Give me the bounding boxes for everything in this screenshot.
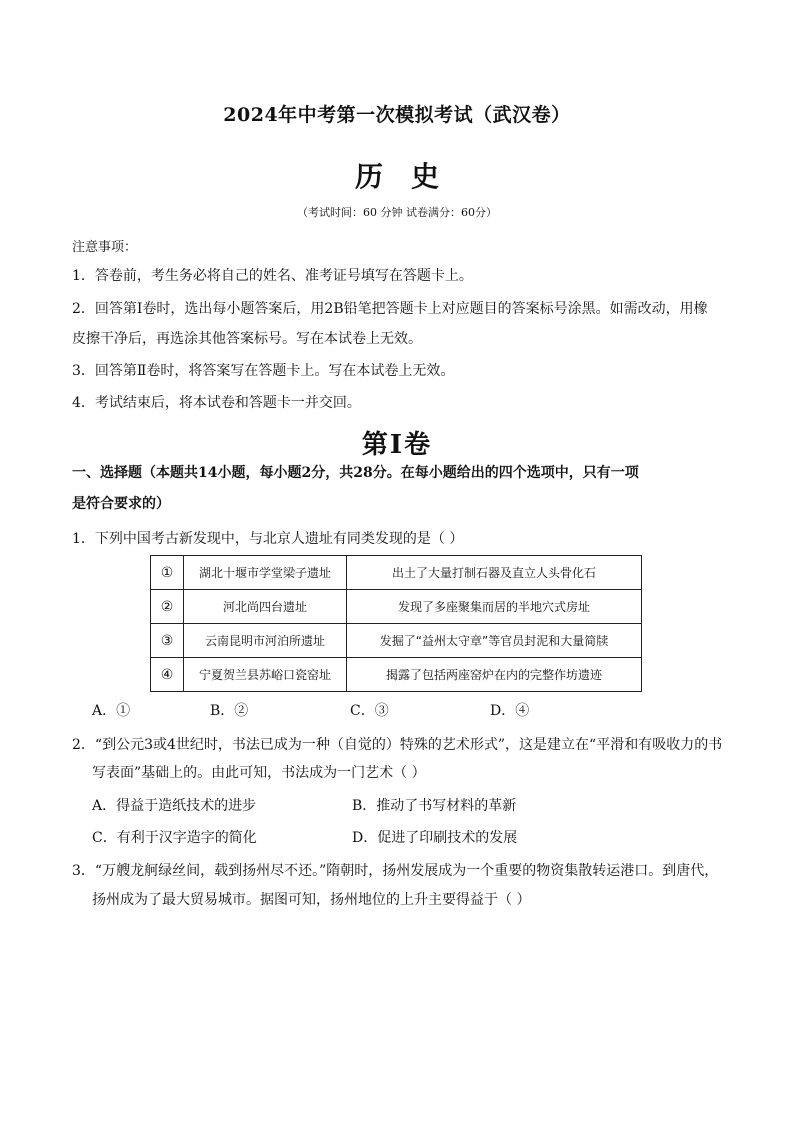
option-b[interactable]: B．② bbox=[210, 703, 249, 719]
finding-cell: 出土了大量打制石器及直立人头骨化石 bbox=[347, 556, 642, 590]
table-row bbox=[151, 556, 642, 590]
option-a[interactable]: A．① bbox=[92, 703, 131, 719]
exam-title: 2024年中考第一次模拟考试（武汉卷） bbox=[223, 104, 571, 126]
row-number: ② bbox=[151, 590, 184, 624]
option-c[interactable]: C．③ bbox=[350, 703, 389, 719]
section-heading-cont: 是符合要求的） bbox=[72, 496, 170, 512]
table-row bbox=[151, 658, 642, 692]
question-3-stem-cont: 扬州成为了最大贸易城市。据图可知，扬州地位的上升主要得益于（ ） bbox=[92, 892, 531, 908]
finding-cell: 揭露了包括两座窑炉在内的完整作坊遗迹 bbox=[347, 658, 642, 692]
notice-item: 3．回答第Ⅱ卷时，将答案写在答题卡上。写在本试卷上无效。 bbox=[72, 363, 455, 379]
table-row bbox=[151, 590, 642, 624]
notice-heading: 注意事项： bbox=[72, 240, 138, 255]
option-d[interactable]: D．④ bbox=[490, 703, 530, 719]
row-number: ① bbox=[151, 556, 184, 590]
subject-title: 历史 bbox=[354, 160, 467, 193]
question-2-stem-cont: 写表面”基础上的。由此可知，书法成为一门艺术（ ） bbox=[92, 765, 426, 781]
question-2-stem: 2．“到公元3或4世纪时，书法已成为一种（自觉的）特殊的艺术形式”，这是建立在“平滑和有吸收力的书 bbox=[72, 737, 723, 753]
option-b[interactable]: B．推动了书写材料的革新 bbox=[352, 798, 517, 814]
row-number: ③ bbox=[151, 624, 184, 658]
table-row bbox=[151, 624, 642, 658]
option-a[interactable]: A．得益于造纸技术的进步 bbox=[92, 798, 257, 814]
exam-info: （考试时间：60 分钟 试卷满分：60分） bbox=[297, 206, 497, 219]
notice-item: 皮擦干净后，再选涂其他答案标号。写在本试卷上无效。 bbox=[72, 331, 422, 347]
question-3-stem: 3．“万艘龙舸绿丝间，载到扬州尽不还。”隋朝时，扬州发展成为一个重要的物资集散转运港口。到唐代， bbox=[72, 863, 719, 879]
site-cell: 云南昆明市河泊所遗址 bbox=[184, 624, 347, 658]
notice-item: 4．考试结束后，将本试卷和答题卡一并交回。 bbox=[72, 395, 361, 411]
site-cell: 河北尚四台遗址 bbox=[184, 590, 347, 624]
section-heading: 一、选择题（本题共14小题，每小题2分，共28分。在每小题给出的四个选项中，只有一项 bbox=[72, 465, 639, 481]
option-d[interactable]: D．促进了印刷技术的发展 bbox=[352, 830, 518, 846]
finding-cell: 发现了多座聚集而居的半地穴式房址 bbox=[347, 590, 642, 624]
site-cell: 宁夏贺兰县苏峪口瓷窑址 bbox=[184, 658, 347, 692]
row-number: ④ bbox=[151, 658, 184, 692]
volume-title: 第Ⅰ卷 bbox=[361, 430, 433, 460]
option-c[interactable]: C．有利于汉字造字的简化 bbox=[92, 830, 257, 846]
site-cell: 湖北十堰市学堂梁子遗址 bbox=[184, 556, 347, 590]
question-1-options bbox=[92, 700, 612, 720]
notice-item: 1．答卷前，考生务必将自己的姓名、准考证号填写在答题卡上。 bbox=[72, 268, 473, 284]
notice-item: 2．回答第Ⅰ卷时，选出每小题答案后，用2B铅笔把答题卡上对应题目的答案标号涂黑。如需改动，用橡 bbox=[72, 301, 708, 317]
finding-cell: 发掘了“益州太守章”等官员封泥和大量简牍 bbox=[347, 624, 642, 658]
archaeology-table bbox=[150, 555, 642, 692]
question-1-stem: 1．下列中国考古新发现中，与北京人遗址有同类发现的是（ ） bbox=[72, 531, 464, 547]
